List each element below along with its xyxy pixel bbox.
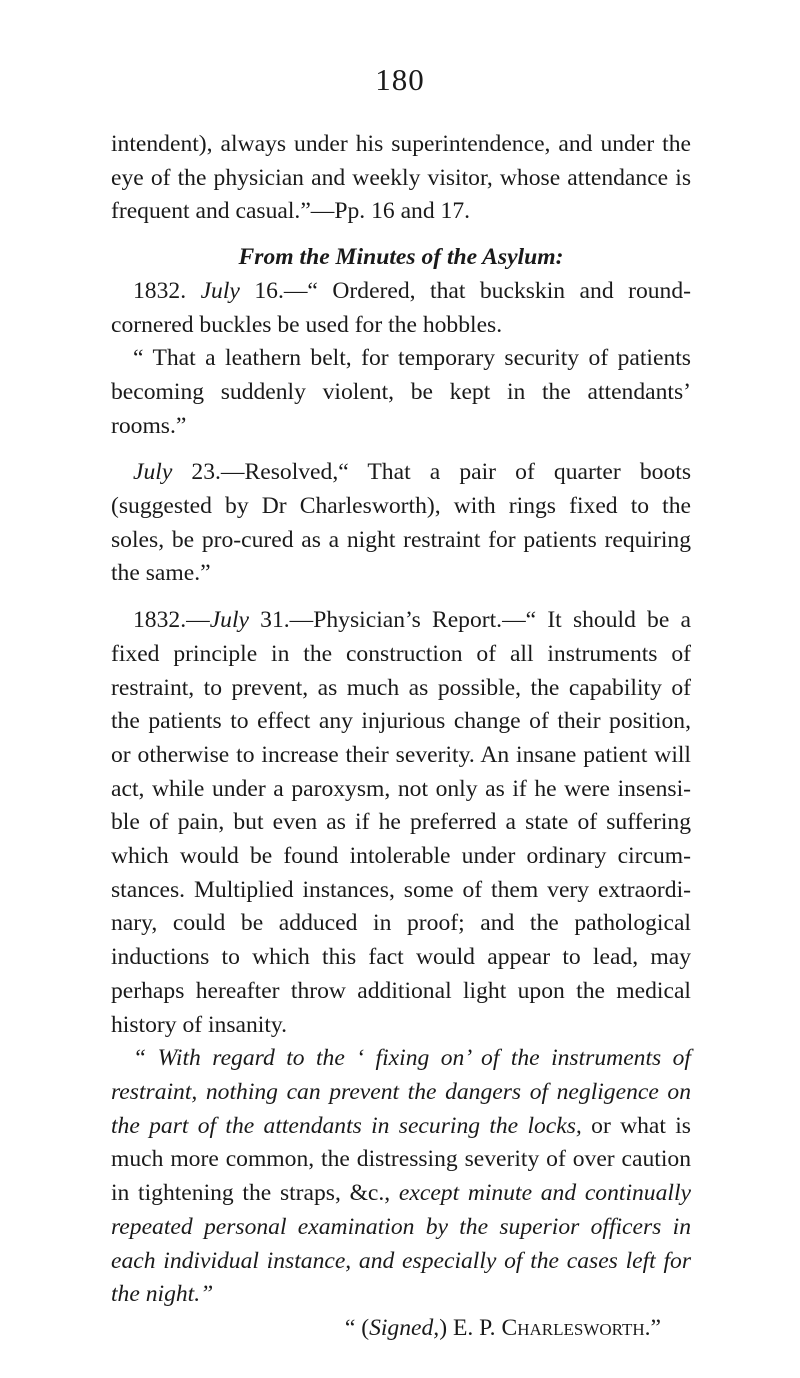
signature-name: Charlesworth.”	[501, 1314, 661, 1341]
minute-july-23	[111, 456, 691, 591]
report-restraint-paragraph	[111, 1042, 691, 1312]
minute-month: July	[209, 607, 249, 634]
section-heading: From the Minutes of the Asylum:	[238, 244, 564, 271]
minute-year: 1832.—	[133, 607, 210, 634]
minute-month: July	[133, 459, 173, 486]
signature-prefix: “ (	[344, 1314, 370, 1341]
minute-text: 31.—Physician’s Report.—“ It should be a fixed principle in the construction of all instruments of restraint, to prevent, as much as possible, the capability of the patients to effect any injurious change of their position, or otherwise to increase their severity. An insane patient will act, while under a paroxysm, not only as if he were insensi-ble of pain, but even as if he preferred a state of suffering which would be found intolerable under ordinary circum-stances. Multiplied instances, some of them very extraordi-nary, could be adduced in proof; and the pathological inductions to which this fact would appear to lead, may perhaps hereafter throw additional light upon the medical history of insanity.	[111, 607, 691, 1038]
minute-year: 1832.	[133, 277, 187, 304]
minute-month: July	[200, 277, 240, 304]
minute-text: 16.—“ Ordered, that buckskin and round-cornered buckles be used for the hobbles.	[111, 277, 691, 338]
minute-text: 23.—Resolved,“ That a pair of quarter boots (suggested by Dr Charlesworth), with rings fixed to the soles, be pro-cured as a night restraint for patients requiring the same.”	[111, 459, 691, 587]
roman-passage: or what is much more common, the distressing severity of over caution in tightening the straps, &c.,	[111, 1112, 691, 1207]
page-number: 180	[375, 62, 425, 97]
body-text	[111, 128, 691, 1346]
minute-leathern-belt: “ That a leathern belt, for temporary security of patients becoming suddenly violent, be kept in the attendants’ rooms.”	[111, 345, 691, 439]
italic-passage: “ With regard to the ‘ fixing on’ of the instruments of restraint, nothing can prevent the dangers of negligence on the part of the attendants in securing the locks,	[111, 1045, 691, 1139]
paragraph-continuation: intendent), always under his superintendence, and under the eye of the physician and weekly visitor, whose attendance is frequent and casual.”—Pp. 16 and 17.	[111, 131, 691, 225]
signature-initials: ) E. P.	[439, 1314, 502, 1341]
italic-passage: except minute and continually repeated personal examination by the superior officers in each individual instance, and especially of the cases left for the night.”	[111, 1180, 691, 1308]
signature-line	[111, 1312, 691, 1346]
signed-label: Signed,	[369, 1314, 440, 1341]
minute-1832-july-31	[111, 604, 691, 1042]
minute-1832-july-16	[111, 275, 691, 342]
